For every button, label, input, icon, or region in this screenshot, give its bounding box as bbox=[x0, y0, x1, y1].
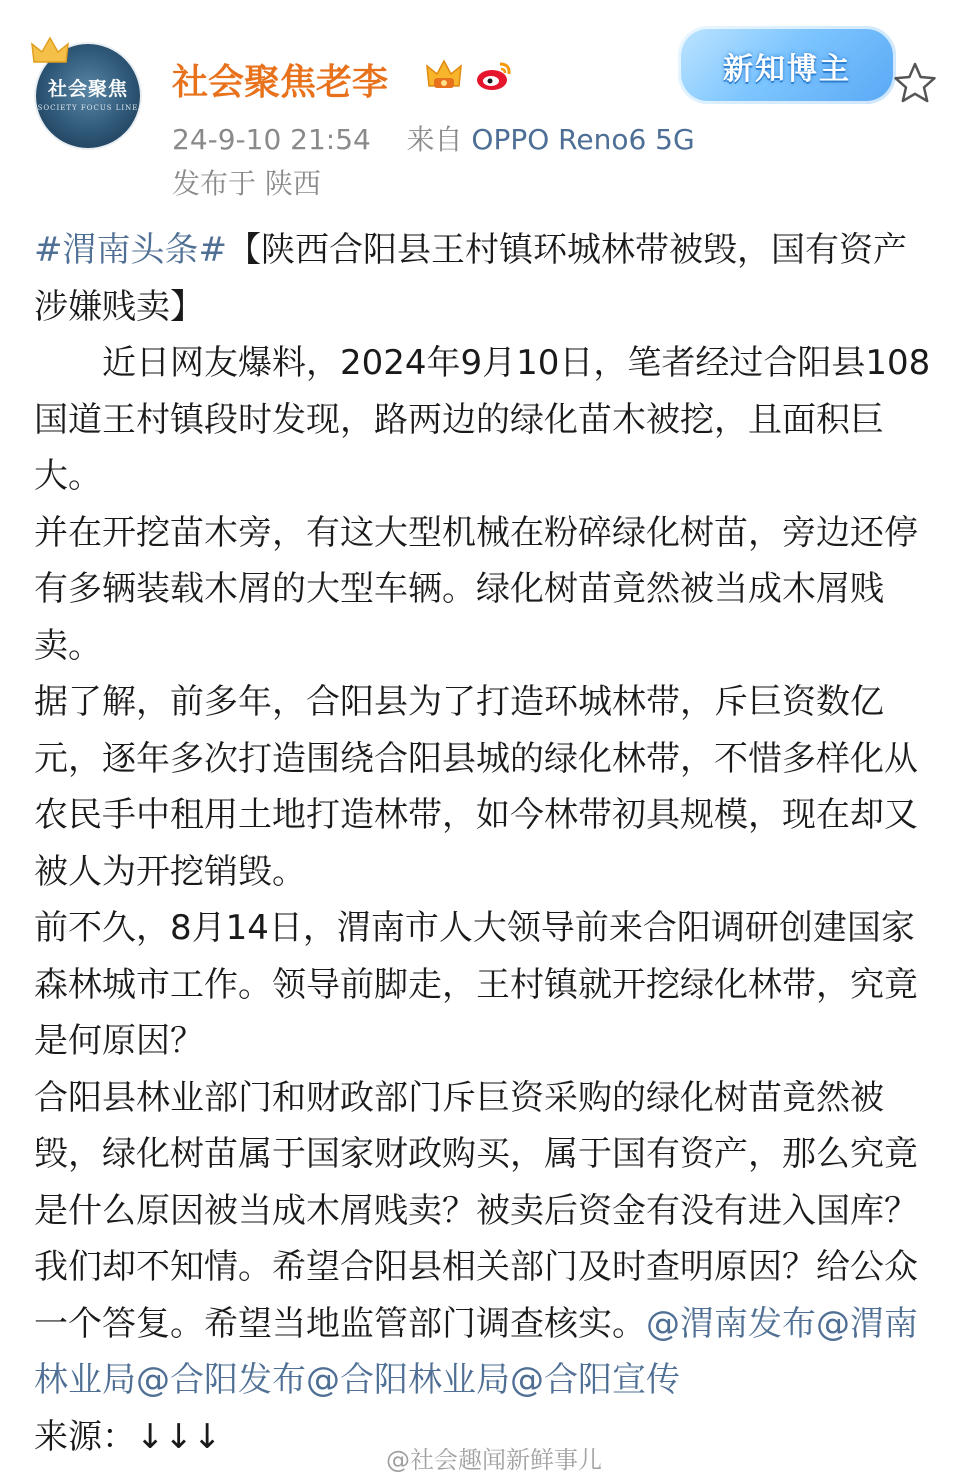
paragraph-5-text: 合阳县林业部门和财政部门斥巨资采购的绿化树苗竟然被毁，绿化树苗属于国家财政购买，属于国有资产，那么究竟是什么原因被当成木屑贱卖？被卖后资金有没有进入国库？我们却不知情。希望合阳县相关部门及时查明原因？给公众一个答复。希望当地监管部门调查核实。 bbox=[34, 1077, 918, 1344]
paragraph-5 bbox=[34, 1070, 934, 1409]
avatar-subtext: SOCIETY FOCUS LINE bbox=[37, 104, 139, 112]
timestamp: 24-9-10 21:54 bbox=[172, 123, 371, 156]
source-line: 来源：↓↓↓ bbox=[34, 1416, 222, 1457]
post-meta bbox=[172, 118, 695, 158]
crown-icon bbox=[30, 36, 70, 66]
mention-link[interactable]: @渭南林业局 bbox=[34, 1303, 918, 1400]
mention-link[interactable]: @合阳发布 bbox=[136, 1360, 306, 1400]
paragraph-4: 前不久，8月14日，渭南市人大领导前来合阳调研创建国家森林城市工作。领导前脚走，王村镇就开挖绿化林带，究竟是何原因？ bbox=[34, 908, 918, 1061]
source-prefix: 来自 bbox=[406, 123, 463, 156]
device-link[interactable]: OPPO Reno6 5G bbox=[471, 123, 695, 156]
badge-label: 新知博主 bbox=[723, 52, 851, 87]
mention-link[interactable]: @渭南发布 bbox=[646, 1303, 816, 1344]
post-header bbox=[0, 0, 960, 215]
creator-badge[interactable] bbox=[678, 26, 896, 104]
watermark: @社会趣闻新鲜事儿 bbox=[386, 1446, 602, 1474]
hashtag-link[interactable]: #渭南头条# bbox=[34, 230, 227, 270]
paragraph-2: 并在开挖苗木旁，有这大型机械在粉碎绿化树苗，旁边还停有多辆装载木屑的大型车辆。绿化树苗竟然被当成木屑贱卖。 bbox=[34, 512, 918, 666]
username[interactable]: 社会聚焦老李 bbox=[172, 62, 389, 103]
paragraph-1 bbox=[34, 335, 934, 505]
post-title: 【陕西合阳县王村镇环城林带被毁，国有资产涉嫌贱卖】 bbox=[34, 230, 907, 327]
mention-link[interactable]: @合阳林业局 bbox=[306, 1360, 510, 1400]
star-icon[interactable] bbox=[892, 60, 938, 106]
weibo-icon[interactable] bbox=[474, 56, 514, 94]
paragraph-3: 据了解，前多年，合阳县为了打造环城林带，斥巨资数亿元，逐年多次打造围绕合阳县城的绿化林带，不惜多样化从农民手中租用土地打造林带，如今林带初具规模，现在却又被人为开挖销毁。 bbox=[34, 682, 918, 892]
post-title-line bbox=[34, 222, 934, 335]
vip-crown-icon[interactable] bbox=[424, 56, 464, 94]
mention-link[interactable]: @合阳宣传 bbox=[510, 1360, 680, 1400]
post-content bbox=[34, 222, 934, 1465]
location: 发布于 陕西 bbox=[172, 167, 321, 200]
paragraph-1-text: 近日网友爆料，2024年9月10日，笔者经过合阳县108国道王村镇段时发现，路两边的绿化苗木被挖，且面积巨大。 bbox=[34, 343, 931, 496]
avatar-text: 社会聚焦 bbox=[47, 78, 128, 100]
avatar[interactable] bbox=[30, 36, 145, 151]
